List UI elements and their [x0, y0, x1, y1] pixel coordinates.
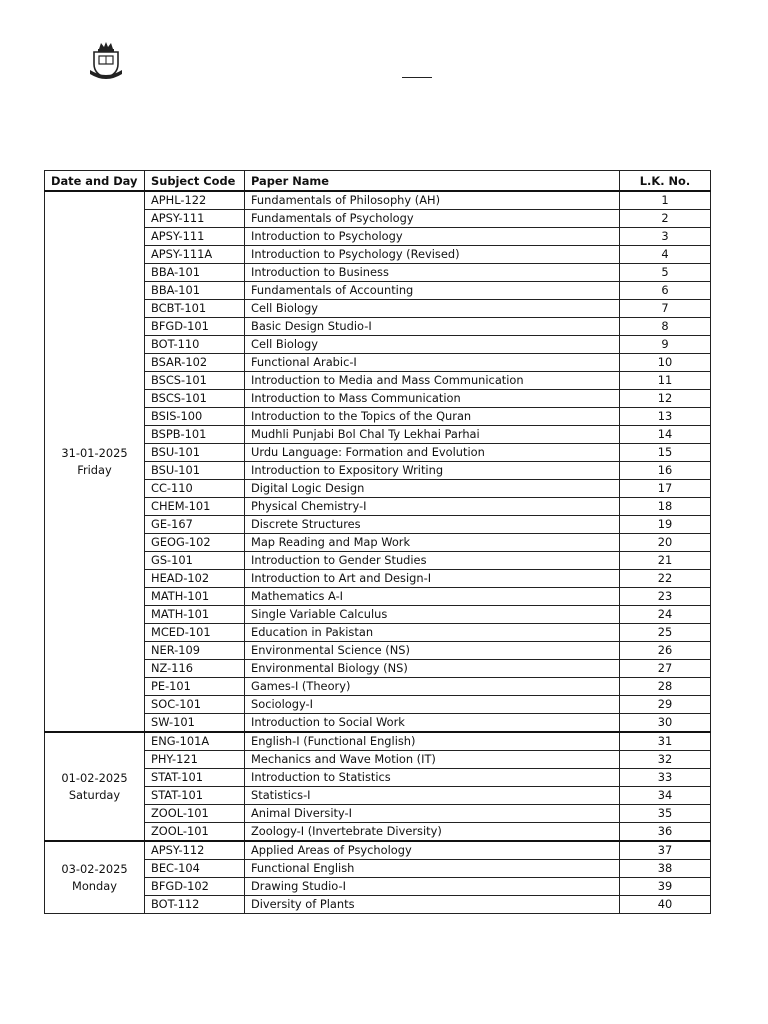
paper-name-cell: Mudhli Punjabi Bol Chal Ty Lekhai Parhai: [245, 426, 620, 444]
subject-code-cell: SW-101: [145, 714, 245, 733]
paper-name-cell: Introduction to Business: [245, 264, 620, 282]
lk-number-cell: 16: [620, 462, 711, 480]
table-row: [45, 210, 711, 228]
subject-code-cell: BBA-101: [145, 264, 245, 282]
header-underline: [402, 77, 432, 78]
lk-number-cell: 28: [620, 678, 711, 696]
paper-name-cell: Statistics-I: [245, 787, 620, 805]
paper-name-cell: Introduction to Psychology: [245, 228, 620, 246]
lk-number-cell: 27: [620, 660, 711, 678]
lk-number-cell: 1: [620, 191, 711, 210]
date-group: [45, 732, 711, 841]
subject-code-cell: PHY-121: [145, 751, 245, 769]
lk-number-cell: 30: [620, 714, 711, 733]
table-row: [45, 714, 711, 733]
lk-number-cell: 37: [620, 841, 711, 860]
table-row: [45, 696, 711, 714]
lk-number-cell: 11: [620, 372, 711, 390]
paper-name-cell: Fundamentals of Psychology: [245, 210, 620, 228]
lk-number-cell: 7: [620, 300, 711, 318]
lk-number-cell: 34: [620, 787, 711, 805]
subject-code-cell: STAT-101: [145, 769, 245, 787]
lk-number-cell: 6: [620, 282, 711, 300]
paper-name-cell: Introduction to the Topics of the Quran: [245, 408, 620, 426]
header-paper-name: Paper Name: [245, 171, 620, 192]
table-row: [45, 516, 711, 534]
lk-number-cell: 35: [620, 805, 711, 823]
date-day-cell: [45, 191, 145, 732]
table-row: [45, 336, 711, 354]
paper-name-cell: Functional English: [245, 860, 620, 878]
lk-number-cell: 33: [620, 769, 711, 787]
subject-code-cell: BSAR-102: [145, 354, 245, 372]
table-row: [45, 570, 711, 588]
lk-number-cell: 17: [620, 480, 711, 498]
table-row: [45, 246, 711, 264]
subject-code-cell: BBA-101: [145, 282, 245, 300]
paper-name-cell: Introduction to Statistics: [245, 769, 620, 787]
table-row: [45, 282, 711, 300]
subject-code-cell: APSY-111: [145, 228, 245, 246]
subject-code-cell: MATH-101: [145, 588, 245, 606]
lk-number-cell: 36: [620, 823, 711, 842]
table-row: [45, 228, 711, 246]
lk-number-cell: 4: [620, 246, 711, 264]
subject-code-cell: ZOOL-101: [145, 823, 245, 842]
paper-name-cell: Single Variable Calculus: [245, 606, 620, 624]
subject-code-cell: ZOOL-101: [145, 805, 245, 823]
paper-name-cell: Map Reading and Map Work: [245, 534, 620, 552]
subject-code-cell: MCED-101: [145, 624, 245, 642]
subject-code-cell: GE-167: [145, 516, 245, 534]
exam-date: 03-02-2025: [61, 861, 128, 876]
table-row: [45, 860, 711, 878]
table-row: [45, 318, 711, 336]
lk-number-cell: 9: [620, 336, 711, 354]
lk-number-cell: 25: [620, 624, 711, 642]
subject-code-cell: BOT-110: [145, 336, 245, 354]
table-row: [45, 354, 711, 372]
lk-number-cell: 38: [620, 860, 711, 878]
header-subject-code: Subject Code: [145, 171, 245, 192]
date-group: [45, 191, 711, 732]
paper-name-cell: Introduction to Expository Writing: [245, 462, 620, 480]
exam-schedule-table: [44, 170, 711, 914]
table-row: [45, 805, 711, 823]
subject-code-cell: NZ-116: [145, 660, 245, 678]
table-row: [45, 498, 711, 516]
paper-name-cell: Sociology-I: [245, 696, 620, 714]
table-row: [45, 751, 711, 769]
table-row: [45, 624, 711, 642]
exam-date: 01-02-2025: [61, 770, 128, 785]
exam-date: 31-01-2025: [61, 445, 128, 460]
table-row: [45, 390, 711, 408]
table-row: [45, 606, 711, 624]
header-lk-no: L.K. No.: [620, 171, 711, 192]
lk-number-cell: 3: [620, 228, 711, 246]
subject-code-cell: HEAD-102: [145, 570, 245, 588]
table-row: [45, 552, 711, 570]
subject-code-cell: APHL-122: [145, 191, 245, 210]
subject-code-cell: BOT-112: [145, 896, 245, 914]
lk-number-cell: 20: [620, 534, 711, 552]
subject-code-cell: BSU-101: [145, 462, 245, 480]
exam-weekday: Monday: [72, 878, 117, 893]
paper-name-cell: Introduction to Social Work: [245, 714, 620, 733]
paper-name-cell: Urdu Language: Formation and Evolution: [245, 444, 620, 462]
exam-weekday: Friday: [77, 462, 112, 477]
date-day-cell: [45, 732, 145, 841]
subject-code-cell: BSU-101: [145, 444, 245, 462]
table-row: [45, 588, 711, 606]
subject-code-cell: BSCS-101: [145, 372, 245, 390]
subject-code-cell: BFGD-101: [145, 318, 245, 336]
table-row: [45, 732, 711, 751]
paper-name-cell: Introduction to Mass Communication: [245, 390, 620, 408]
paper-name-cell: Zoology-I (Invertebrate Diversity): [245, 823, 620, 842]
subject-code-cell: CC-110: [145, 480, 245, 498]
lk-number-cell: 31: [620, 732, 711, 751]
lk-number-cell: 14: [620, 426, 711, 444]
paper-name-cell: Digital Logic Design: [245, 480, 620, 498]
paper-name-cell: Basic Design Studio-I: [245, 318, 620, 336]
table-row: [45, 408, 711, 426]
lk-number-cell: 12: [620, 390, 711, 408]
table-row: [45, 372, 711, 390]
paper-name-cell: English-I (Functional English): [245, 732, 620, 751]
paper-name-cell: Introduction to Psychology (Revised): [245, 246, 620, 264]
university-crest-logo: [88, 40, 124, 82]
paper-name-cell: Mathematics A-I: [245, 588, 620, 606]
lk-number-cell: 8: [620, 318, 711, 336]
subject-code-cell: GS-101: [145, 552, 245, 570]
subject-code-cell: BCBT-101: [145, 300, 245, 318]
table-row: [45, 191, 711, 210]
subject-code-cell: NER-109: [145, 642, 245, 660]
table-row: [45, 823, 711, 842]
lk-number-cell: 32: [620, 751, 711, 769]
table-row: [45, 660, 711, 678]
subject-code-cell: APSY-111: [145, 210, 245, 228]
paper-name-cell: Environmental Biology (NS): [245, 660, 620, 678]
paper-name-cell: Introduction to Art and Design-I: [245, 570, 620, 588]
lk-number-cell: 26: [620, 642, 711, 660]
paper-name-cell: Environmental Science (NS): [245, 642, 620, 660]
table-row: [45, 462, 711, 480]
subject-code-cell: SOC-101: [145, 696, 245, 714]
lk-number-cell: 39: [620, 878, 711, 896]
table-header-row: [45, 171, 711, 192]
table-row: [45, 444, 711, 462]
table-row: [45, 878, 711, 896]
table-row: [45, 300, 711, 318]
table-row: [45, 787, 711, 805]
subject-code-cell: APSY-111A: [145, 246, 245, 264]
paper-name-cell: Animal Diversity-I: [245, 805, 620, 823]
subject-code-cell: PE-101: [145, 678, 245, 696]
subject-code-cell: STAT-101: [145, 787, 245, 805]
date-group: [45, 841, 711, 914]
paper-name-cell: Functional Arabic-I: [245, 354, 620, 372]
subject-code-cell: APSY-112: [145, 841, 245, 860]
paper-name-cell: Diversity of Plants: [245, 896, 620, 914]
lk-number-cell: 23: [620, 588, 711, 606]
table-row: [45, 264, 711, 282]
paper-name-cell: Applied Areas of Psychology: [245, 841, 620, 860]
table-row: [45, 769, 711, 787]
subject-code-cell: BSIS-100: [145, 408, 245, 426]
paper-name-cell: Drawing Studio-I: [245, 878, 620, 896]
lk-number-cell: 29: [620, 696, 711, 714]
subject-code-cell: ENG-101A: [145, 732, 245, 751]
lk-number-cell: 21: [620, 552, 711, 570]
paper-name-cell: Cell Biology: [245, 336, 620, 354]
subject-code-cell: BSCS-101: [145, 390, 245, 408]
table-row: [45, 426, 711, 444]
subject-code-cell: GEOG-102: [145, 534, 245, 552]
paper-name-cell: Games-I (Theory): [245, 678, 620, 696]
lk-number-cell: 10: [620, 354, 711, 372]
paper-name-cell: Discrete Structures: [245, 516, 620, 534]
lk-number-cell: 2: [620, 210, 711, 228]
lk-number-cell: 13: [620, 408, 711, 426]
lk-number-cell: 40: [620, 896, 711, 914]
exam-weekday: Saturday: [68, 787, 121, 802]
paper-name-cell: Physical Chemistry-I: [245, 498, 620, 516]
paper-name-cell: Fundamentals of Philosophy (AH): [245, 191, 620, 210]
subject-code-cell: BEC-104: [145, 860, 245, 878]
date-day-cell: [45, 841, 145, 914]
table-row: [45, 642, 711, 660]
table-row: [45, 534, 711, 552]
subject-code-cell: MATH-101: [145, 606, 245, 624]
header-date-day: Date and Day: [45, 171, 145, 192]
table-row: [45, 841, 711, 860]
paper-name-cell: Introduction to Gender Studies: [245, 552, 620, 570]
subject-code-cell: CHEM-101: [145, 498, 245, 516]
table-row: [45, 480, 711, 498]
paper-name-cell: Cell Biology: [245, 300, 620, 318]
table-row: [45, 896, 711, 914]
lk-number-cell: 22: [620, 570, 711, 588]
lk-number-cell: 19: [620, 516, 711, 534]
lk-number-cell: 18: [620, 498, 711, 516]
lk-number-cell: 24: [620, 606, 711, 624]
paper-name-cell: Mechanics and Wave Motion (IT): [245, 751, 620, 769]
table-row: [45, 678, 711, 696]
paper-name-cell: Education in Pakistan: [245, 624, 620, 642]
paper-name-cell: Fundamentals of Accounting: [245, 282, 620, 300]
subject-code-cell: BFGD-102: [145, 878, 245, 896]
lk-number-cell: 5: [620, 264, 711, 282]
lk-number-cell: 15: [620, 444, 711, 462]
subject-code-cell: BSPB-101: [145, 426, 245, 444]
paper-name-cell: Introduction to Media and Mass Communication: [245, 372, 620, 390]
